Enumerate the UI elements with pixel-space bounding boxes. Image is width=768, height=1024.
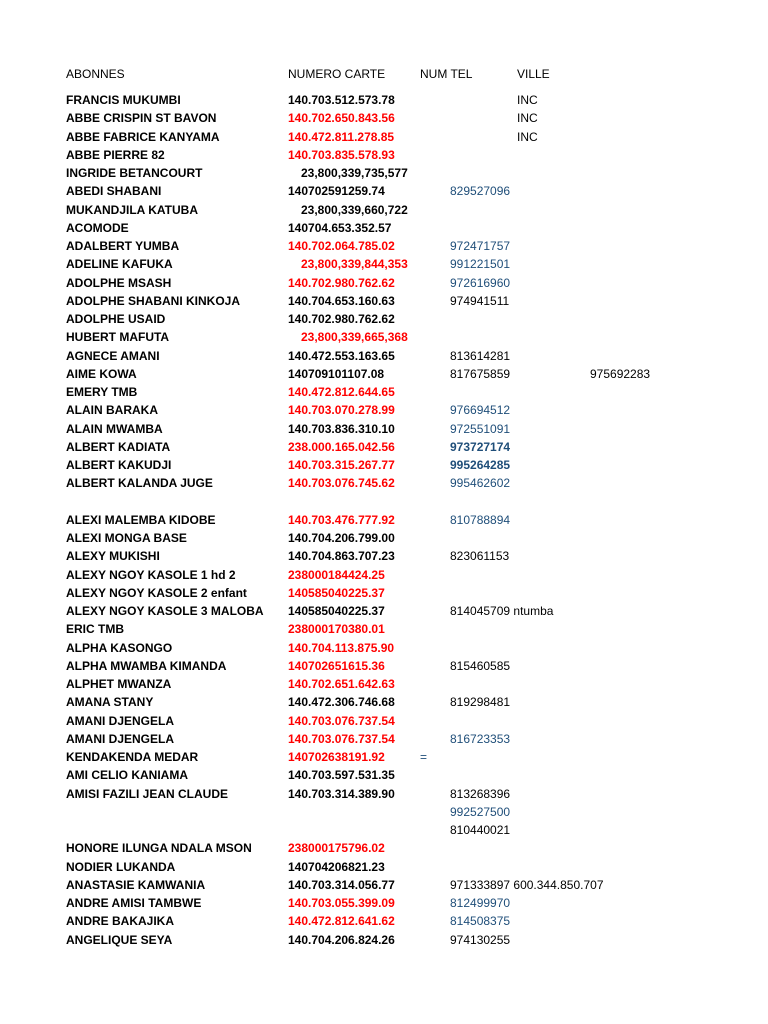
table-row — [0, 511, 768, 529]
tel-cell: 815460585 — [450, 658, 511, 673]
tel-cell: 812499970 — [450, 896, 511, 910]
name-cell: ANASTASIE KAMWANIA — [66, 877, 206, 892]
table-row — [0, 803, 768, 821]
tel-cell: 810788894 — [450, 512, 511, 527]
name-cell: ALEXY NGOY KASOLE 1 hd 2 — [66, 567, 236, 582]
table-row — [0, 639, 768, 657]
name-cell: ANGELIQUE SEYA — [66, 932, 173, 947]
name-cell: ADALBERT YUMBA — [66, 239, 180, 253]
table-row — [0, 255, 768, 273]
card-cell: 140.702.064.785.02 — [288, 239, 395, 253]
table-row — [0, 383, 768, 401]
card-cell: 140.703.055.399.09 — [288, 896, 395, 910]
table-row — [0, 474, 768, 492]
extra-cell: 975692283 — [590, 366, 651, 381]
tel-cell: 976694512 — [450, 403, 511, 418]
table-row — [0, 912, 768, 930]
tel-cell: 995462602 — [450, 476, 511, 491]
tel-cell: 992527500 — [450, 804, 511, 819]
table-row — [0, 766, 768, 784]
table-row — [0, 712, 768, 730]
table-row — [0, 164, 768, 182]
card-cell: 140.703.597.531.35 — [288, 768, 395, 783]
name-cell: ALEXY NGOY KASOLE 2 enfant — [66, 585, 247, 600]
name-cell: AMI CELIO KANIAMA — [66, 768, 188, 783]
tel-cell: 817675859 — [450, 366, 511, 381]
name-cell: AIME KOWA — [66, 366, 137, 381]
header-numero-carte: NUMERO CARTE — [288, 67, 386, 81]
header-abonnes: ABONNES — [66, 67, 125, 81]
name-cell: ALPHA KASONGO — [66, 640, 173, 655]
card-cell: 140.703.315.267.77 — [288, 458, 395, 472]
tel-cell: 813614281 — [450, 348, 511, 363]
card-cell: 140.704.113.875.90 — [288, 640, 395, 655]
table-row — [0, 328, 768, 346]
tel-cell: 972616960 — [450, 275, 511, 290]
name-cell: ADELINE KAFUKA — [66, 257, 173, 272]
table-row — [0, 493, 768, 511]
name-cell: AMANI DJENGELA — [66, 713, 175, 728]
tel-cell: 995264285 — [450, 458, 511, 472]
name-cell: ABBE PIERRE 82 — [66, 147, 165, 162]
table-row — [0, 876, 768, 894]
name-cell: AGNECE AMANI — [66, 348, 160, 363]
table-row — [0, 292, 768, 310]
tel-cell: 823061153 — [450, 549, 510, 564]
card-cell: 140.703.835.578.93 — [288, 147, 395, 162]
table-row — [0, 91, 768, 109]
table-row — [0, 274, 768, 292]
table-row — [0, 547, 768, 565]
header-num-tel: NUM TEL — [420, 67, 473, 81]
tel-cell: 816723353 — [450, 731, 511, 746]
card-cell: 140.703.314.389.90 — [288, 786, 395, 801]
table-row — [0, 401, 768, 419]
name-cell: ALEXY NGOY KASOLE 3 MALOBA — [66, 604, 264, 618]
table-row — [0, 730, 768, 748]
ville-cell: INC — [517, 111, 538, 126]
name-cell: HUBERT MAFUTA — [66, 330, 170, 345]
name-cell: ADOLPHE USAID — [66, 312, 166, 326]
table-row — [0, 310, 768, 328]
tel-cell: 972551091 — [450, 421, 511, 436]
card-cell: 23,800,339,660,722 — [301, 202, 408, 217]
name-cell: KENDAKENDA MEDAR — [66, 750, 199, 764]
card-cell: 140704206821.23 — [288, 859, 385, 874]
tel-cell: 829527096 — [450, 184, 511, 199]
tel-cell: 973727174 — [450, 439, 511, 454]
table-row — [0, 858, 768, 876]
card-cell: 140.702.651.642.63 — [288, 677, 395, 691]
table-row — [0, 456, 768, 474]
card-cell: 140702638191.92 — [288, 750, 385, 764]
table-row — [0, 675, 768, 693]
table-row — [0, 146, 768, 164]
card-cell: 140702591259.74 — [288, 184, 385, 199]
name-cell: ALBERT KAKUDJI — [66, 458, 172, 472]
card-cell: 140.703.070.278.99 — [288, 403, 395, 418]
table-row — [0, 128, 768, 146]
table-row — [0, 839, 768, 857]
name-cell: AMISI FAZILI JEAN CLAUDE — [66, 786, 229, 801]
name-cell: ALBERT KALANDA JUGE — [66, 476, 213, 491]
name-cell: ALAIN BARAKA — [66, 403, 158, 418]
card-cell: 140.703.076.737.54 — [288, 731, 395, 746]
tel-cell: 819298481 — [450, 695, 511, 710]
table-row — [0, 584, 768, 602]
name-cell: ABBE CRISPIN ST BAVON — [66, 111, 217, 126]
tel-cell: 810440021 — [450, 823, 511, 837]
card-cell: 140.704.653.160.63 — [288, 293, 395, 308]
card-cell: 140.472.553.163.65 — [288, 348, 395, 363]
table-row — [0, 219, 768, 237]
name-cell: EMERY TMB — [66, 385, 138, 399]
card-cell: 23,800,339,844,353 — [301, 257, 408, 272]
card-cell: 140585040225.37 — [288, 585, 385, 600]
name-cell: ADOLPHE SHABANI KINKOJA — [66, 293, 241, 308]
card-cell: 140.703.076.737.54 — [288, 713, 395, 728]
table-row — [0, 602, 768, 620]
table-row — [0, 693, 768, 711]
tel-cell: 974130255 — [450, 932, 511, 947]
name-cell: ERIC TMB — [66, 622, 124, 637]
card-cell: 140.472.811.278.85 — [288, 129, 395, 144]
card-cell: 238.000.165.042.56 — [288, 439, 395, 454]
name-cell: ALEXY MUKISHI — [66, 549, 160, 564]
tel-cell: 972471757 — [450, 239, 511, 253]
name-cell: ALEXI MONGA BASE — [66, 531, 187, 545]
card-cell: 140.703.512.573.78 — [288, 93, 395, 107]
table-row — [0, 237, 768, 255]
card-cell: 140704.653.352.57 — [288, 220, 392, 235]
table-row — [0, 182, 768, 200]
card-cell: 140.703.836.310.10 — [288, 421, 395, 436]
name-cell: AMANI DJENGELA — [66, 731, 175, 746]
name-cell: HONORE ILUNGA NDALA MSON — [66, 841, 252, 856]
card-cell: 140.704.863.707.23 — [288, 549, 395, 564]
card-cell: 140.702.980.762.62 — [288, 275, 395, 290]
table-row — [0, 821, 768, 839]
card-cell: 140.472.812.644.65 — [288, 385, 395, 399]
table-row — [0, 109, 768, 127]
header-ville: VILLE — [517, 67, 550, 81]
card-cell: 23,800,339,735,577 — [301, 166, 408, 180]
card-cell: 140.472.306.746.68 — [288, 695, 395, 710]
table-row — [0, 931, 768, 949]
name-cell: ACOMODE — [66, 220, 129, 235]
tel-cell: 974941511 — [450, 293, 510, 308]
tel-cell: 814045709 ntumba — [450, 604, 554, 618]
name-cell: INGRIDE BETANCOURT — [66, 166, 203, 180]
card-cell: 238000170380.01 — [288, 622, 385, 637]
name-cell: ALEXI MALEMBA KIDOBE — [66, 512, 216, 527]
name-cell: ABBE FABRICE KANYAMA — [66, 129, 220, 144]
tel-cell: 971333897 600.344.850.707 — [450, 877, 604, 892]
card-cell: 140.703.476.777.92 — [288, 512, 395, 527]
table-row — [0, 566, 768, 584]
table-row — [0, 201, 768, 219]
card-cell: 140585040225.37 — [288, 604, 385, 618]
name-cell: ALPHET MWANZA — [66, 677, 172, 691]
table-row — [0, 438, 768, 456]
eq-cell: = — [420, 750, 428, 764]
table-row — [0, 529, 768, 547]
card-cell: 23,800,339,665,368 — [301, 330, 408, 345]
card-cell: 140.704.206.824.26 — [288, 932, 395, 947]
table-row — [0, 748, 768, 766]
card-cell: 140.472.812.641.62 — [288, 914, 395, 929]
name-cell: ADOLPHE MSASH — [66, 275, 172, 290]
card-cell: 238000175796.02 — [288, 841, 385, 856]
name-cell: ABEDI SHABANI — [66, 184, 162, 199]
name-cell: FRANCIS MUKUMBI — [66, 93, 181, 107]
name-cell: ALPHA MWAMBA KIMANDA — [66, 658, 227, 673]
name-cell: AMANA STANY — [66, 695, 154, 710]
tel-cell: 991221501 — [450, 257, 511, 272]
table-row — [0, 894, 768, 912]
card-cell: 140.704.206.799.00 — [288, 531, 395, 545]
card-cell: 238000184424.25 — [288, 567, 385, 582]
name-cell: NODIER LUKANDA — [66, 859, 176, 874]
name-cell: ANDRE AMISI TAMBWE — [66, 896, 202, 910]
card-cell: 140702651615.36 — [288, 658, 385, 673]
card-cell: 140.702.980.762.62 — [288, 312, 395, 326]
table-row — [0, 347, 768, 365]
name-cell: ALAIN MWAMBA — [66, 421, 163, 436]
name-cell: ALBERT KADIATA — [66, 439, 171, 454]
table-row — [0, 365, 768, 383]
card-cell: 140.703.314.056.77 — [288, 877, 395, 892]
card-cell: 140709101107.08 — [288, 366, 385, 381]
card-cell: 140.702.650.843.56 — [288, 111, 395, 126]
name-cell: MUKANDJILA KATUBA — [66, 202, 198, 217]
name-cell: ANDRE BAKAJIKA — [66, 914, 175, 929]
tel-cell: 813268396 — [450, 786, 511, 801]
table-row — [0, 657, 768, 675]
table-row — [0, 785, 768, 803]
ville-cell: INC — [517, 129, 538, 144]
ville-cell: INC — [517, 93, 538, 107]
tel-cell: 814508375 — [450, 914, 511, 929]
table-row — [0, 420, 768, 438]
table-row — [0, 620, 768, 638]
card-cell: 140.703.076.745.62 — [288, 476, 395, 491]
